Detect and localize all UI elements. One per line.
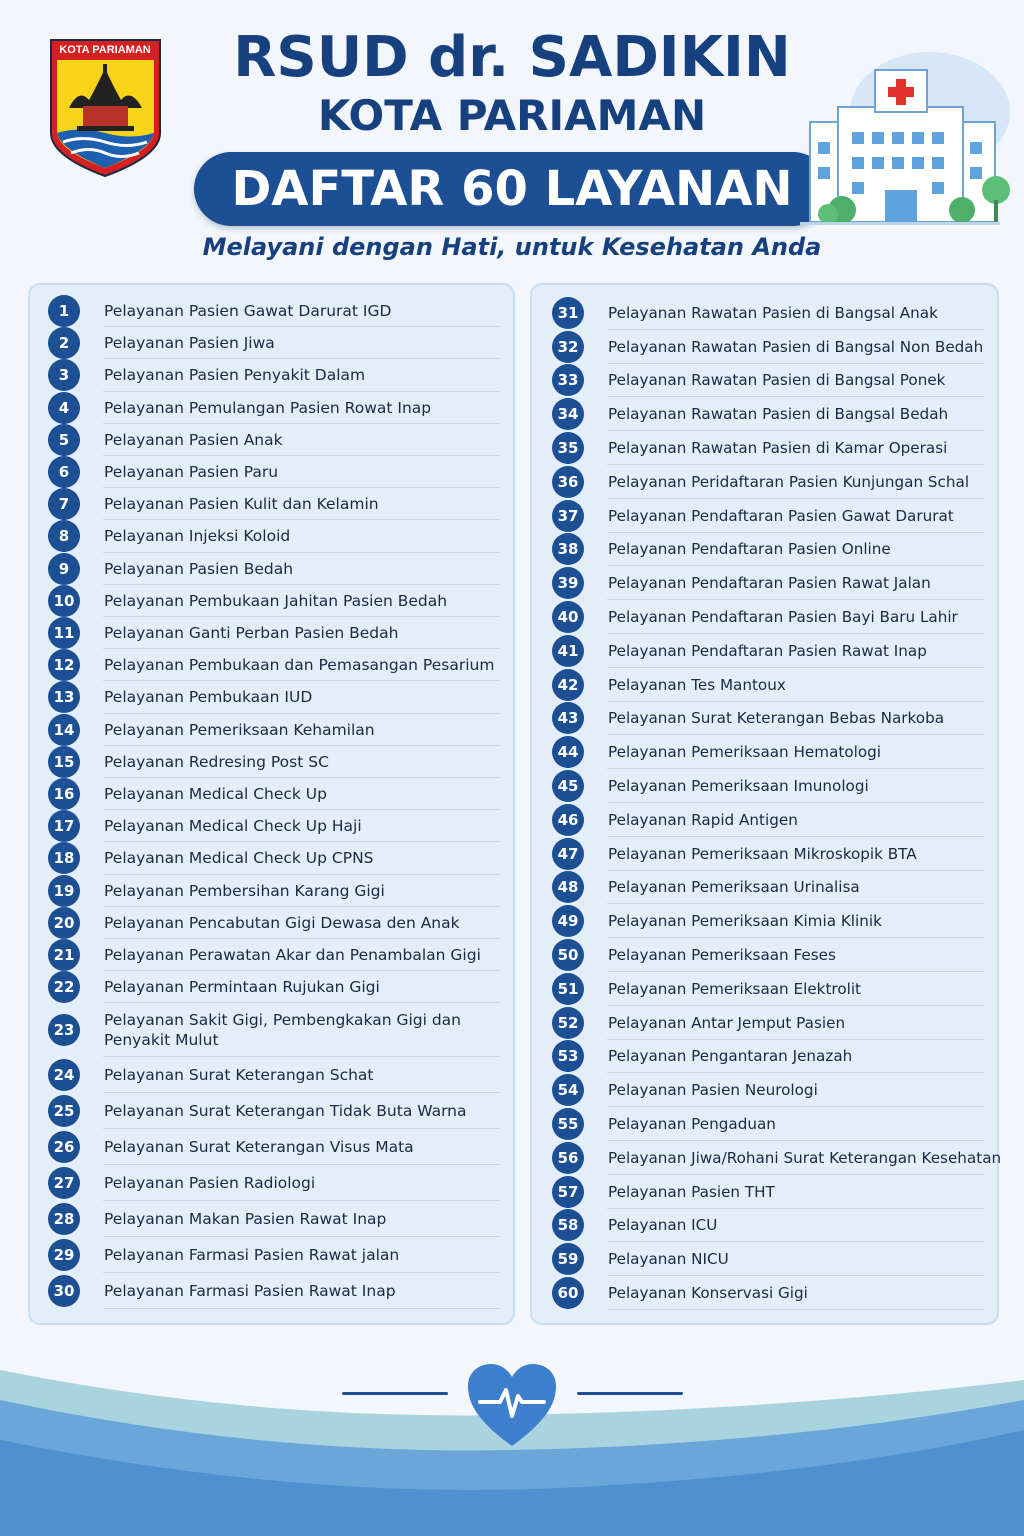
service-item (552, 1175, 984, 1209)
service-label: Pelayanan Pasien Radiologi (104, 1174, 316, 1193)
service-number-badge: 59 (552, 1243, 584, 1275)
service-number-badge: 55 (552, 1108, 584, 1140)
service-item (48, 553, 500, 585)
service-label: Pelayanan ICU (608, 1216, 718, 1235)
city-emblem-icon (49, 38, 162, 178)
services-panel-left (28, 283, 515, 1325)
service-item (552, 1242, 984, 1276)
service-item (552, 871, 984, 905)
service-number-badge: 29 (48, 1239, 80, 1271)
page-subtitle: KOTA PARIAMAN (317, 91, 707, 140)
service-item (552, 499, 984, 533)
service-label: Pelayanan Sakit Gigi, Pembengkakan Gigi dan Penyakit Mulut (104, 1011, 461, 1050)
service-label: Pelayanan Surat Keterangan Tidak Buta Warna (104, 1102, 467, 1121)
service-number-badge: 26 (48, 1131, 80, 1163)
service-number-badge: 34 (552, 398, 584, 430)
service-label: Pelayanan Pasien Bedah (104, 559, 294, 578)
service-item (552, 1107, 984, 1141)
service-item (48, 875, 500, 907)
service-number-badge: 46 (552, 804, 584, 836)
footer-divider-left (342, 1392, 448, 1395)
service-label: Pelayanan Pendaftaran Pasien Rawat Inap (608, 641, 927, 660)
service-number-badge: 25 (48, 1095, 80, 1127)
service-number-badge: 10 (48, 585, 80, 617)
service-label: Pelayanan Pasien THT (608, 1182, 775, 1201)
service-label: Pelayanan Pasien Gawat Darurat IGD (104, 302, 392, 321)
service-label: Pelayanan Tes Mantoux (608, 675, 786, 694)
service-item (48, 424, 500, 456)
service-label: Pelayanan Pencabutan Gigi Dewasa den Anak (104, 913, 460, 932)
service-item (48, 1129, 500, 1165)
service-number-badge: 53 (552, 1040, 584, 1072)
service-number-badge: 35 (552, 432, 584, 464)
service-label: Pelayanan Redresing Post SC (104, 752, 329, 771)
service-number-badge: 44 (552, 736, 584, 768)
service-number-badge: 33 (552, 364, 584, 396)
service-item (552, 972, 984, 1006)
service-number-badge: 9 (48, 553, 80, 585)
banner-title: DAFTAR 60 LAYANAN (231, 161, 793, 217)
service-label: Pelayanan Surat Keterangan Schat (104, 1066, 374, 1085)
service-number-badge: 14 (48, 714, 80, 746)
service-label: Pelayanan Ganti Perban Pasien Bedah (104, 624, 399, 643)
service-item (552, 1073, 984, 1107)
footer-divider-right (577, 1392, 683, 1395)
service-number-badge: 37 (552, 500, 584, 532)
service-number-badge: 5 (48, 424, 80, 456)
hospital-building-icon (780, 42, 1010, 232)
service-item (48, 617, 500, 649)
service-label: Pelayanan Pasien Anak (104, 430, 283, 449)
service-label: Pelayanan Rapid Antigen (608, 810, 798, 829)
service-item (552, 769, 984, 803)
service-label: Pelayanan Pemeriksaan Mikroskopik BTA (608, 844, 917, 863)
service-item (48, 1273, 500, 1309)
service-item (552, 634, 984, 668)
service-item (552, 600, 984, 634)
service-number-badge: 54 (552, 1074, 584, 1106)
service-label: Pelayanan Rawatan Pasien di Bangsal Bedah (608, 405, 949, 424)
service-item (48, 1093, 500, 1129)
service-number-badge: 16 (48, 778, 80, 810)
service-number-badge: 18 (48, 842, 80, 874)
service-number-badge: 51 (552, 973, 584, 1005)
tagline: Melayani dengan Hati, untuk Kesehatan Anda (202, 233, 822, 261)
service-label: Pelayanan Makan Pasien Rawat Inap (104, 1209, 387, 1228)
service-label: Pelayanan Surat Keterangan Bebas Narkoba (608, 709, 945, 728)
service-label: Pelayanan Pasien Kulit dan Kelamin (104, 495, 379, 514)
service-item (552, 1209, 984, 1243)
service-label: Pelayanan Permintaan Rujukan Gigi (104, 978, 380, 997)
service-number-badge: 21 (48, 939, 80, 971)
service-label: Pelayanan Pembukaan IUD (104, 688, 313, 707)
service-item (552, 1040, 984, 1074)
service-item (48, 907, 500, 939)
service-label: Pelayanan Farmasi Pasien Rawat jalan (104, 1245, 400, 1264)
service-number-badge: 43 (552, 702, 584, 734)
service-label: Pelayanan Pemeriksaan Hematologi (608, 743, 881, 762)
service-number-badge: 11 (48, 617, 80, 649)
service-label: Pelayanan Pasien Penyakit Dalam (104, 366, 366, 385)
service-item (48, 488, 500, 520)
service-number-badge: 1 (48, 295, 80, 327)
service-number-badge: 47 (552, 838, 584, 870)
service-number-badge: 49 (552, 905, 584, 937)
service-label: Pelayanan Antar Jemput Pasien (608, 1013, 846, 1032)
service-item (552, 668, 984, 702)
service-label: Pelayanan Medical Check Up (104, 785, 327, 804)
service-number-badge: 8 (48, 520, 80, 552)
service-item (48, 681, 500, 713)
service-item (48, 456, 500, 488)
service-item (48, 649, 500, 681)
service-item (48, 842, 500, 874)
service-number-badge: 22 (48, 971, 80, 1003)
service-label: Pelayanan Pemeriksaan Imunologi (608, 777, 869, 796)
service-number-badge: 4 (48, 392, 80, 424)
service-item (48, 520, 500, 552)
service-label: Pelayanan Pemulangan Pasien Rowat Inap (104, 398, 432, 417)
service-number-badge: 42 (552, 669, 584, 701)
service-item (552, 1276, 984, 1310)
service-item (48, 746, 500, 778)
service-label: Pelayanan Peridaftaran Pasien Kunjungan Schal (608, 472, 970, 491)
service-label: Pelayanan Pengantaran Jenazah (608, 1047, 853, 1066)
service-item (48, 971, 500, 1003)
service-number-badge: 2 (48, 327, 80, 359)
service-number-badge: 23 (48, 1014, 80, 1046)
service-item (552, 330, 984, 364)
service-number-badge: 30 (48, 1275, 80, 1307)
service-number-badge: 3 (48, 359, 80, 391)
service-item (552, 803, 984, 837)
service-number-badge: 38 (552, 533, 584, 565)
service-label: Pelayanan Injeksi Koloid (104, 527, 291, 546)
service-number-badge: 15 (48, 746, 80, 778)
service-item (552, 837, 984, 871)
service-label: Pelayanan Pemeriksaan Elektrolit (608, 979, 862, 998)
service-item (552, 364, 984, 398)
service-label: Pelayanan Pendaftaran Pasien Gawat Darurat (608, 506, 954, 525)
service-label: Pelayanan Pengaduan (608, 1115, 776, 1134)
service-item (552, 397, 984, 431)
service-item (48, 939, 500, 971)
service-number-badge: 19 (48, 875, 80, 907)
service-label: Pelayanan Pembersihan Karang Gigi (104, 881, 385, 900)
service-label: Pelayanan Pemeriksaan Urinalisa (608, 878, 860, 897)
service-label: Pelayanan Perawatan Akar dan Penambalan Gigi (104, 946, 481, 965)
service-label: Pelayanan Rawatan Pasien di Kamar Operasi (608, 439, 948, 458)
service-label: Pelayanan Pembukaan Jahitan Pasien Bedah (104, 591, 448, 610)
service-label: Pelayanan Pemeriksaan Feses (608, 946, 836, 965)
service-label: Pelayanan NICU (608, 1250, 729, 1269)
emblem-text: KOTA PARIAMAN (59, 44, 151, 56)
service-item (552, 1141, 1002, 1175)
service-number-badge: 60 (552, 1277, 584, 1309)
service-label: Pelayanan Pasien Neurologi (608, 1081, 818, 1100)
service-label: Pelayanan Pendaftaran Pasien Online (608, 540, 891, 559)
service-label: Pelayanan Pasien Paru (104, 463, 279, 482)
service-label: Pelayanan Pemeriksaan Kehamilan (104, 720, 375, 739)
service-item (48, 1057, 500, 1093)
service-number-badge: 7 (48, 488, 80, 520)
service-item (552, 566, 984, 600)
service-number-badge: 13 (48, 681, 80, 713)
service-number-badge: 20 (48, 907, 80, 939)
service-number-badge: 36 (552, 466, 584, 498)
service-label: Pelayanan Medical Check Up Haji (104, 817, 362, 836)
service-label: Pelayanan Pasien Jiwa (104, 334, 275, 353)
service-number-badge: 56 (552, 1142, 584, 1174)
service-number-badge: 50 (552, 939, 584, 971)
service-number-badge: 28 (48, 1203, 80, 1235)
service-label: Pelayanan Pemeriksaan Kimia Klinik (608, 912, 882, 931)
service-number-badge: 48 (552, 871, 584, 903)
service-item (48, 392, 500, 424)
service-item (552, 465, 984, 499)
service-item (552, 296, 984, 330)
service-number-badge: 58 (552, 1209, 584, 1241)
services-panel-right (530, 283, 1002, 1325)
heartbeat-icon (466, 1362, 558, 1448)
service-number-badge: 27 (48, 1167, 80, 1199)
service-number-badge: 32 (552, 331, 584, 363)
service-number-badge: 12 (48, 649, 80, 681)
service-number-badge: 52 (552, 1007, 584, 1039)
service-number-badge: 39 (552, 567, 584, 599)
service-number-badge: 31 (552, 297, 584, 329)
service-number-badge: 57 (552, 1176, 584, 1208)
service-label: Pelayanan Pendaftaran Pasien Rawat Jalan (608, 574, 931, 593)
service-label: Pelayanan Pendaftaran Pasien Bayi Baru Lahir (608, 608, 958, 627)
service-item (48, 1003, 500, 1057)
service-item (48, 810, 500, 842)
service-item (48, 1201, 500, 1237)
service-item (552, 938, 984, 972)
service-number-badge: 45 (552, 770, 584, 802)
service-item (48, 327, 500, 359)
service-label: Pelayanan Konservasi Gigi (608, 1284, 808, 1303)
service-item (552, 533, 984, 567)
service-item (552, 735, 984, 769)
service-label: Pelayanan Jiwa/Rohani Surat Keterangan Kesehatan (608, 1148, 1002, 1167)
service-item (552, 431, 984, 465)
service-item (552, 702, 984, 736)
service-label: Pelayanan Rawatan Pasien di Bangsal Anak (608, 303, 938, 322)
service-item (552, 1006, 984, 1040)
service-item (48, 585, 500, 617)
service-item (48, 714, 500, 746)
service-item (48, 359, 500, 391)
service-label: Pelayanan Medical Check Up CPNS (104, 849, 374, 868)
service-label: Pelayanan Surat Keterangan Visus Mata (104, 1138, 414, 1157)
service-item (48, 1237, 500, 1273)
service-number-badge: 40 (552, 601, 584, 633)
service-label: Pelayanan Farmasi Pasien Rawat Inap (104, 1281, 396, 1300)
service-number-badge: 6 (48, 456, 80, 488)
service-number-badge: 24 (48, 1059, 80, 1091)
service-number-badge: 41 (552, 635, 584, 667)
page-title: RSUD dr. SADIKIN (233, 25, 791, 90)
service-item (48, 778, 500, 810)
service-item (48, 295, 500, 327)
service-label: Pelayanan Rawatan Pasien di Bangsal Non Bedah (608, 337, 984, 356)
service-number-badge: 17 (48, 810, 80, 842)
service-label: Pelayanan Pembukaan dan Pemasangan Pesarium (104, 656, 495, 675)
service-item (552, 904, 984, 938)
service-item (48, 1165, 500, 1201)
service-label: Pelayanan Rawatan Pasien di Bangsal Ponek (608, 371, 946, 390)
